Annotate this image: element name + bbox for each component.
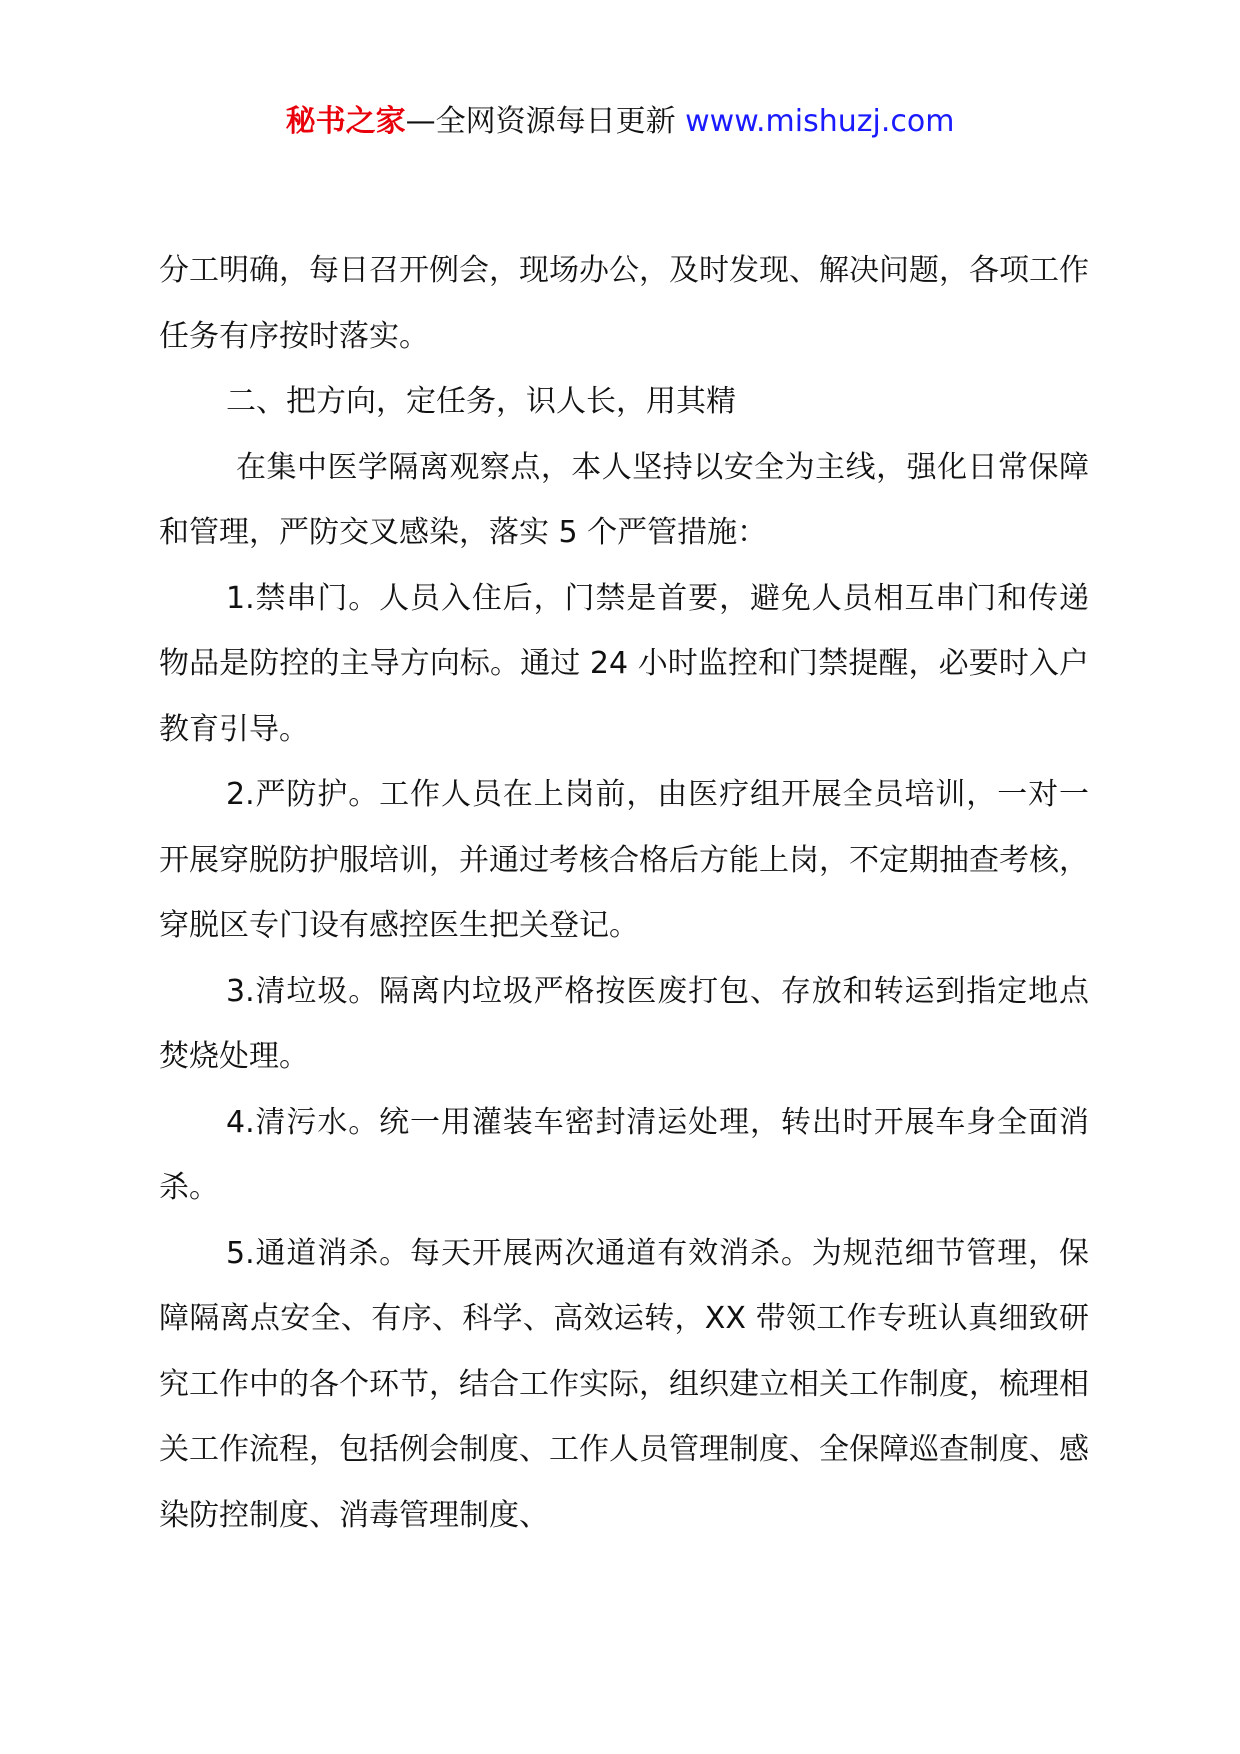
section-heading: 二、把方向，定任务，识人长，用其精	[226, 384, 736, 419]
list-item-measure-5: 5.通道消杀。每天开展两次通道有效消杀。为规范细节管理，保障隔离点安全、有序、科学、高效运转，XX 带领工作专班认真细致研究工作中的各个环节，结合工作实际，组织建立相关工作制度，梳理相关工作流程，包括例会制度、工作人员管理制度、全保障巡查制度、感染防控制度、消毒管理制度、	[159, 1235, 1089, 1533]
list-item-measure-2: 2.严防护。工作人员在上岗前，由医疗组开展全员培训，一对一开展穿脱防护服培训，并通过考核合格后方能上岗，不定期抽查考核，穿脱区专门设有感控医生把关登记。	[159, 777, 1089, 943]
page-header	[0, 100, 1240, 144]
paragraph-intro: 在集中医学隔离观察点，本人坚持以安全为主线，强化日常保障和管理，严防交叉感染，落实 5 个严管措施：	[159, 449, 1089, 550]
list-item-measure-4: 4.清污水。统一用灌装车密封清运处理，转出时开展车身全面消杀。	[159, 1104, 1089, 1205]
brand-name: 秘书之家	[285, 104, 406, 139]
list-item-measure-3: 3.清垃圾。隔离内垃圾严格按医废打包、存放和转运到指定地点焚烧处理。	[159, 973, 1089, 1074]
site-url-link[interactable]: www.mishuzj.com	[685, 104, 955, 139]
header-tagline: —全网资源每日更新	[405, 104, 686, 139]
document-body	[159, 238, 1089, 1548]
list-item-measure-1: 1.禁串门。人员入住后，门禁是首要，避免人员相互串门和传递物品是防控的主导方向标。通过 24 小时监控和门禁提醒，必要时入户教育引导。	[159, 580, 1089, 747]
paragraph-continued: 分工明确，每日召开例会，现场办公，及时发现、解决问题，各项工作任务有序按时落实。	[159, 253, 1089, 354]
